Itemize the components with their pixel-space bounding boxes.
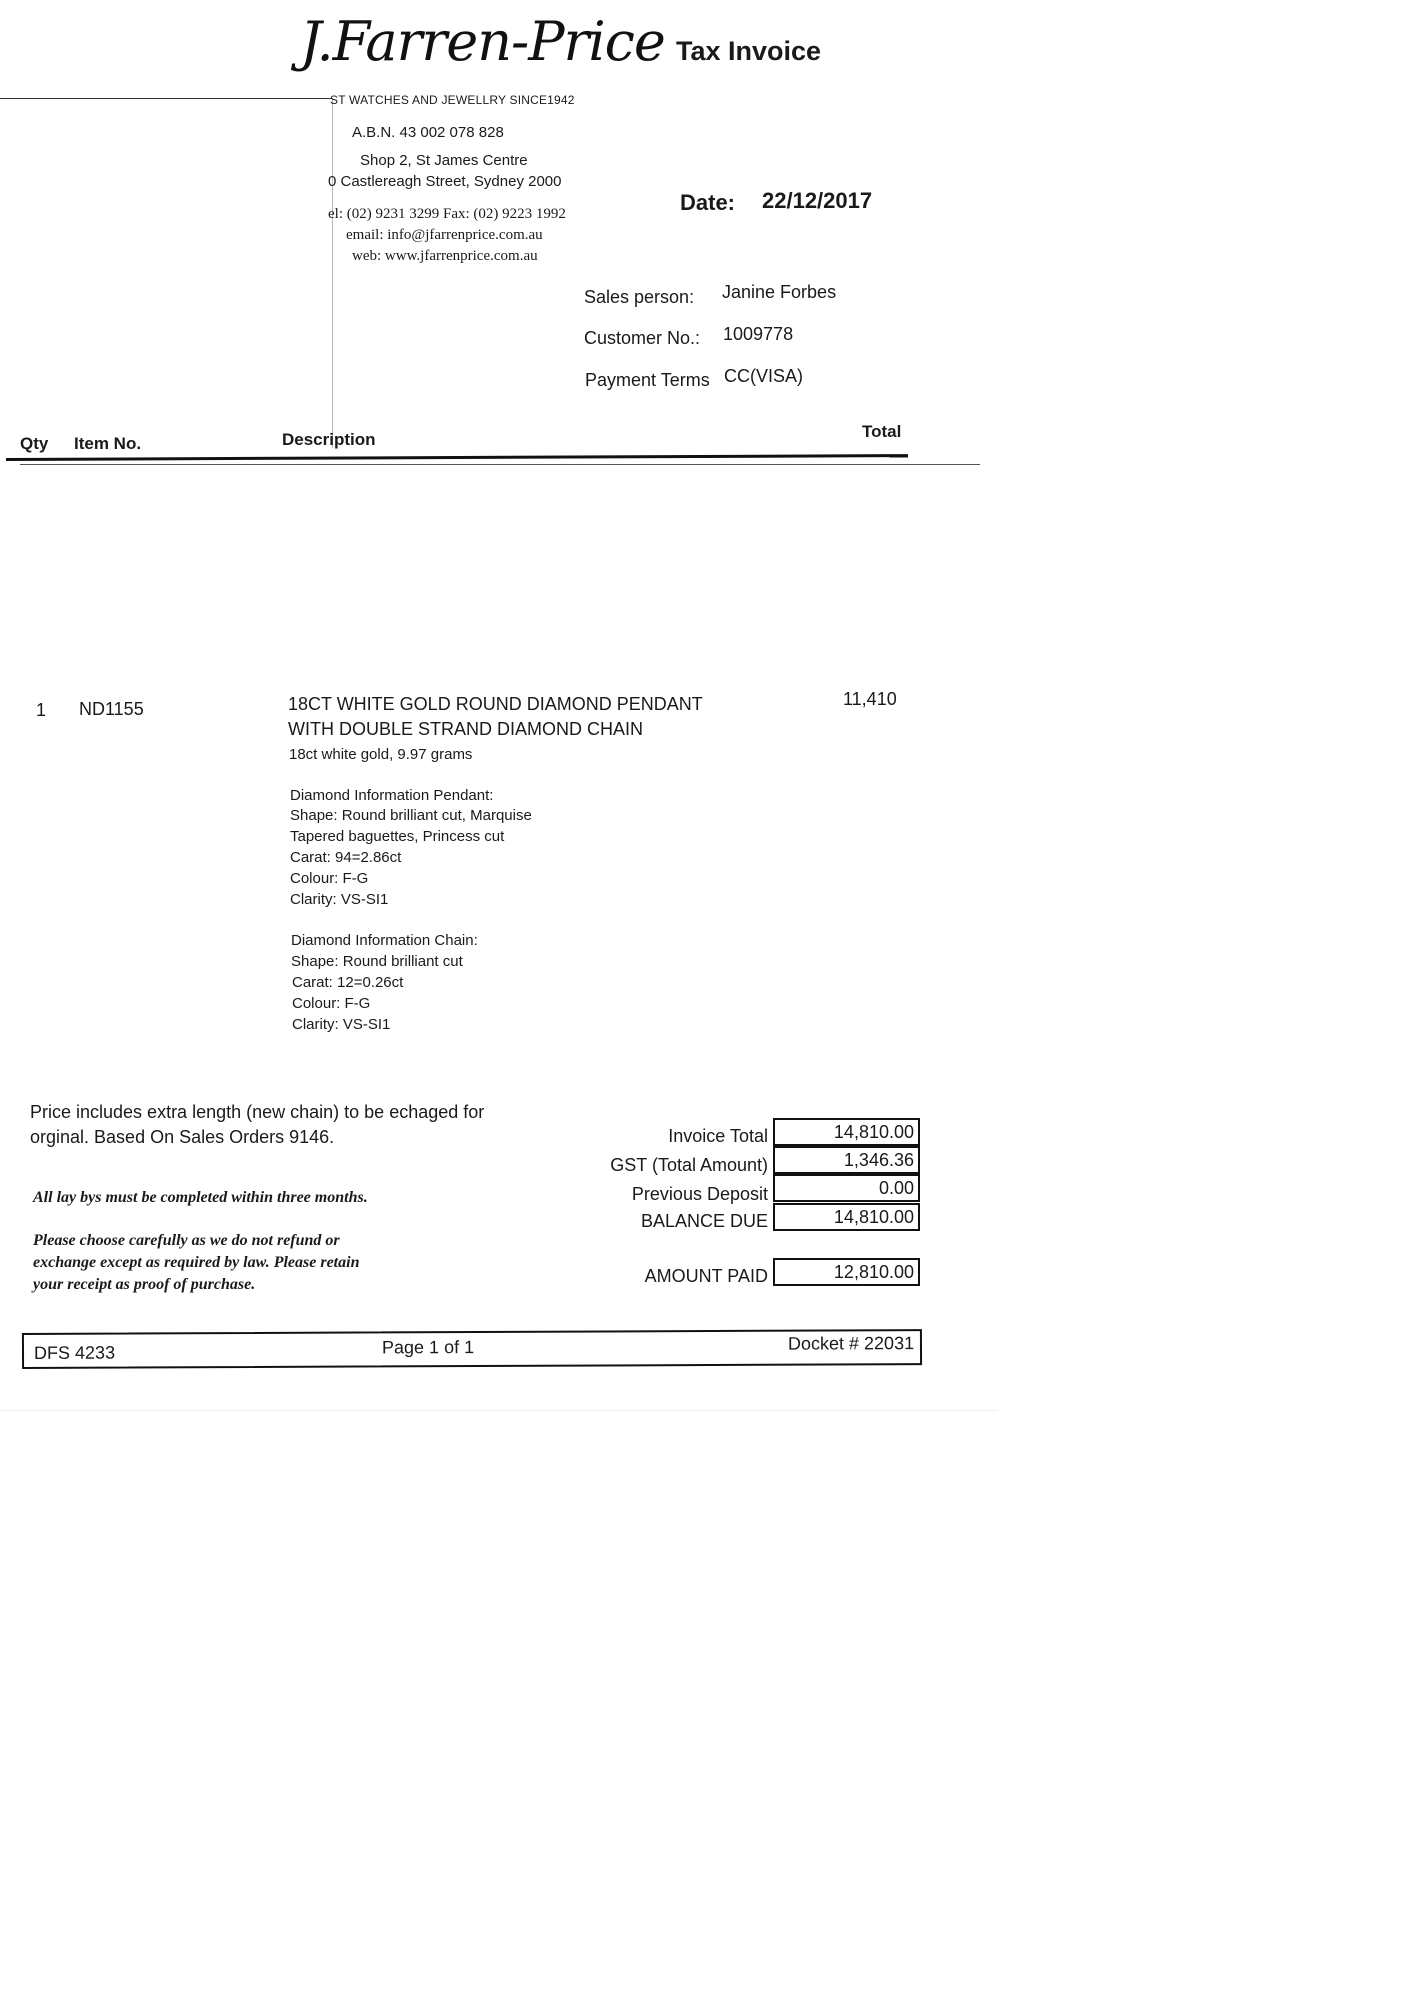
payment-terms-value: CC(VISA): [724, 366, 804, 386]
column-description: Description: [282, 430, 376, 449]
company-email: email: info@jfarrenprice.com.au: [346, 227, 543, 243]
item-description-line2: WITH DOUBLE STRAND DIAMOND CHAIN: [288, 719, 644, 739]
amount-paid-value: 12,810.00: [773, 1258, 920, 1286]
date-label: Date:: [680, 190, 736, 215]
refund-policy-line1: Please choose carefully as we do not refund or: [33, 1232, 340, 1249]
invoice-total-value: 14,810.00: [773, 1118, 920, 1146]
scan-edge: [0, 1410, 998, 1411]
footer-box: [22, 1329, 922, 1369]
company-web: web: www.jfarrenprice.com.au: [352, 248, 538, 264]
refund-policy-line2: exchange except as required by law. Please retain: [33, 1254, 360, 1271]
previous-deposit-label: Previous Deposit: [631, 1184, 768, 1204]
header-divider: [0, 98, 332, 99]
date-value: 22/12/2017: [762, 188, 873, 213]
table-header-rule: [6, 454, 908, 461]
item-total: 11,410: [843, 689, 897, 709]
footer-page: Page 1 of 1: [381, 1337, 475, 1358]
balance-due-value: 14,810.00: [773, 1203, 920, 1231]
sales-person-label: Sales person:: [584, 287, 695, 307]
pendant-info-line: Diamond Information Pendant:: [290, 787, 494, 804]
header-vertical-divider: [332, 98, 333, 448]
previous-deposit-value: 0.00: [773, 1174, 920, 1202]
gst-value: 1,346.36: [773, 1146, 920, 1174]
item-number: ND1155: [79, 699, 144, 719]
chain-info-line: Colour: F-G: [292, 995, 371, 1012]
payment-terms-label: Payment Terms: [585, 370, 710, 390]
chain-info-line: Diamond Information Chain:: [291, 932, 478, 949]
customer-no-label: Customer No.:: [584, 328, 701, 348]
note-line2: orginal. Based On Sales Orders 9146.: [30, 1127, 335, 1147]
item-description-line3: 18ct white gold, 9.97 grams: [289, 746, 473, 763]
chain-info-line: Shape: Round brilliant cut: [291, 953, 463, 970]
balance-due-label: BALANCE DUE: [640, 1211, 768, 1231]
company-abn: A.B.N. 43 002 078 828: [352, 124, 504, 141]
invoice-total-label: Invoice Total: [668, 1126, 768, 1146]
customer-no-value: 1009778: [723, 324, 794, 344]
page-title: Tax Invoice: [676, 36, 822, 66]
column-qty: Qty: [20, 434, 49, 453]
lay-by-policy: All lay bys must be completed within three months.: [33, 1189, 368, 1206]
column-total: Total: [862, 422, 902, 441]
sales-person-value: Janine Forbes: [722, 282, 837, 302]
refund-policy-line3: your receipt as proof of purchase.: [33, 1276, 256, 1293]
chain-info-line: Clarity: VS-SI1: [292, 1016, 391, 1033]
company-logo: J.Farren-Price: [300, 10, 665, 73]
pendant-info-line: Shape: Round brilliant cut, Marquise: [290, 807, 532, 824]
footer-dfs: DFS 4233: [33, 1342, 116, 1363]
item-description-line1: 18CT WHITE GOLD ROUND DIAMOND PENDANT: [288, 694, 703, 714]
column-item-no: Item No.: [74, 434, 142, 453]
company-phone: el: (02) 9231 3299 Fax: (02) 9223 1992: [328, 206, 566, 222]
item-qty: 1: [36, 700, 47, 720]
company-address-line1: Shop 2, St James Centre: [360, 152, 528, 169]
pendant-info-line: Colour: F-G: [290, 870, 369, 887]
company-address-line2: 0 Castlereagh Street, Sydney 2000: [328, 173, 562, 190]
note-line1: Price includes extra length (new chain) to be echaged for: [30, 1102, 485, 1122]
company-tagline: ST WATCHES AND JEWELLRY SINCE1942: [330, 93, 575, 107]
table-header-rule-thin: [20, 464, 980, 465]
pendant-info-line: Clarity: VS-SI1: [290, 891, 389, 908]
amount-paid-label: AMOUNT PAID: [644, 1266, 768, 1286]
footer-docket: Docket # 22031: [787, 1333, 915, 1354]
pendant-info-line: Tapered baguettes, Princess cut: [290, 828, 505, 845]
gst-label: GST (Total Amount): [610, 1155, 768, 1175]
pendant-info-line: Carat: 94=2.86ct: [290, 849, 402, 866]
chain-info-line: Carat: 12=0.26ct: [292, 974, 404, 991]
